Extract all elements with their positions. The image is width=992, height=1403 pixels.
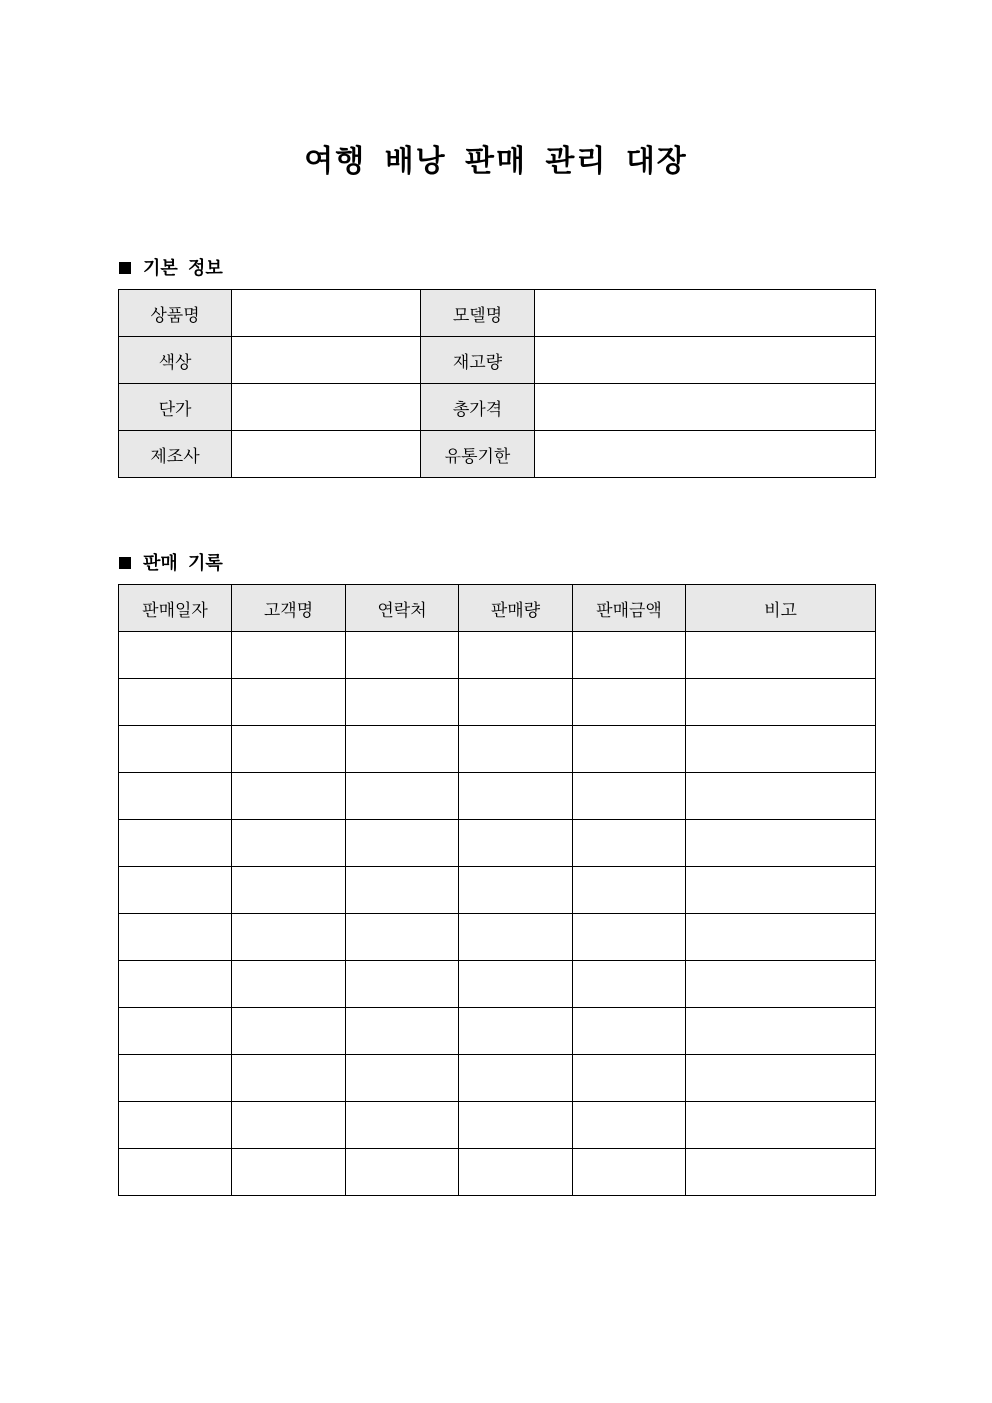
table-row xyxy=(119,914,876,961)
column-header: 판매일자 xyxy=(119,585,232,632)
table-cell[interactable] xyxy=(346,820,459,867)
table-cell[interactable] xyxy=(459,961,573,1008)
table-cell[interactable] xyxy=(232,1102,346,1149)
table-cell[interactable] xyxy=(573,914,686,961)
sales-record-heading xyxy=(119,549,223,575)
table-cell[interactable] xyxy=(232,726,346,773)
table-cell[interactable] xyxy=(346,773,459,820)
table-cell[interactable] xyxy=(573,632,686,679)
table-cell[interactable] xyxy=(346,914,459,961)
table-cell[interactable] xyxy=(686,679,876,726)
table-cell[interactable] xyxy=(232,1008,346,1055)
table-cell[interactable] xyxy=(346,679,459,726)
table-cell[interactable] xyxy=(119,820,232,867)
table-cell[interactable] xyxy=(573,1008,686,1055)
field-label: 총가격 xyxy=(421,384,535,431)
table-cell[interactable] xyxy=(119,773,232,820)
table-cell[interactable] xyxy=(459,820,573,867)
table-cell[interactable] xyxy=(346,1102,459,1149)
basic-info-row xyxy=(119,337,876,384)
table-cell[interactable] xyxy=(346,961,459,1008)
table-cell[interactable] xyxy=(459,1008,573,1055)
table-cell[interactable] xyxy=(686,867,876,914)
table-row xyxy=(119,773,876,820)
table-cell[interactable] xyxy=(686,1149,876,1196)
table-cell[interactable] xyxy=(119,1149,232,1196)
basic-info-row xyxy=(119,384,876,431)
table-cell[interactable] xyxy=(686,1055,876,1102)
table-cell[interactable] xyxy=(119,726,232,773)
table-row xyxy=(119,632,876,679)
table-cell[interactable] xyxy=(686,773,876,820)
table-cell[interactable] xyxy=(459,679,573,726)
column-header: 연락처 xyxy=(346,585,459,632)
field-label: 재고량 xyxy=(421,337,535,384)
basic-info-row xyxy=(119,290,876,337)
table-cell[interactable] xyxy=(346,726,459,773)
table-cell[interactable] xyxy=(573,773,686,820)
table-cell[interactable] xyxy=(686,1102,876,1149)
table-cell[interactable] xyxy=(232,1149,346,1196)
table-cell[interactable] xyxy=(119,867,232,914)
field-value[interactable] xyxy=(232,384,421,431)
table-cell[interactable] xyxy=(232,820,346,867)
table-cell[interactable] xyxy=(232,867,346,914)
field-label: 모델명 xyxy=(421,290,535,337)
table-cell[interactable] xyxy=(459,914,573,961)
table-row xyxy=(119,820,876,867)
sales-record-table xyxy=(118,584,876,1196)
table-cell[interactable] xyxy=(119,632,232,679)
column-header: 판매금액 xyxy=(573,585,686,632)
table-cell[interactable] xyxy=(232,1055,346,1102)
table-cell[interactable] xyxy=(119,1055,232,1102)
table-cell[interactable] xyxy=(459,1102,573,1149)
table-cell[interactable] xyxy=(573,961,686,1008)
field-label: 제조사 xyxy=(119,431,232,478)
table-cell[interactable] xyxy=(573,820,686,867)
field-value[interactable] xyxy=(535,384,876,431)
table-cell[interactable] xyxy=(119,1102,232,1149)
field-label: 색상 xyxy=(119,337,232,384)
column-header: 고객명 xyxy=(232,585,346,632)
table-cell[interactable] xyxy=(232,773,346,820)
table-cell[interactable] xyxy=(686,820,876,867)
sales-record-heading-text: 판매 기록 xyxy=(143,553,223,574)
table-cell[interactable] xyxy=(459,867,573,914)
table-cell[interactable] xyxy=(232,914,346,961)
field-label: 유통기한 xyxy=(421,431,535,478)
field-value[interactable] xyxy=(535,431,876,478)
table-cell[interactable] xyxy=(346,632,459,679)
table-cell[interactable] xyxy=(459,1149,573,1196)
basic-info-heading-text: 기본 정보 xyxy=(143,258,223,279)
field-value[interactable] xyxy=(535,337,876,384)
field-value[interactable] xyxy=(232,431,421,478)
table-cell[interactable] xyxy=(346,1149,459,1196)
field-value[interactable] xyxy=(232,337,421,384)
basic-info-heading xyxy=(119,254,223,280)
table-cell[interactable] xyxy=(119,1008,232,1055)
table-cell[interactable] xyxy=(573,1102,686,1149)
table-cell[interactable] xyxy=(686,961,876,1008)
table-row xyxy=(119,679,876,726)
document-title: 여행 배낭 판매 관리 대장 xyxy=(304,144,688,179)
table-cell[interactable] xyxy=(346,1055,459,1102)
table-row xyxy=(119,1102,876,1149)
table-cell[interactable] xyxy=(686,632,876,679)
field-value[interactable] xyxy=(232,290,421,337)
basic-info-table xyxy=(118,289,876,478)
table-row xyxy=(119,1149,876,1196)
table-cell[interactable] xyxy=(232,961,346,1008)
table-cell[interactable] xyxy=(573,1055,686,1102)
table-cell[interactable] xyxy=(119,914,232,961)
table-cell[interactable] xyxy=(459,773,573,820)
table-row xyxy=(119,726,876,773)
square-bullet-icon xyxy=(119,262,131,274)
table-cell[interactable] xyxy=(573,726,686,773)
sales-header-row xyxy=(119,585,876,632)
table-cell[interactable] xyxy=(573,1149,686,1196)
table-cell[interactable] xyxy=(573,679,686,726)
table-cell[interactable] xyxy=(459,1055,573,1102)
table-cell[interactable] xyxy=(686,726,876,773)
table-row xyxy=(119,1008,876,1055)
table-cell[interactable] xyxy=(232,632,346,679)
table-row xyxy=(119,961,876,1008)
table-row xyxy=(119,867,876,914)
table-cell[interactable] xyxy=(686,914,876,961)
field-label: 상품명 xyxy=(119,290,232,337)
table-cell[interactable] xyxy=(346,1008,459,1055)
table-cell[interactable] xyxy=(573,867,686,914)
table-cell[interactable] xyxy=(346,867,459,914)
field-label: 단가 xyxy=(119,384,232,431)
table-cell[interactable] xyxy=(686,1008,876,1055)
table-cell[interactable] xyxy=(119,679,232,726)
table-cell[interactable] xyxy=(459,726,573,773)
column-header: 비고 xyxy=(686,585,876,632)
table-cell[interactable] xyxy=(119,961,232,1008)
table-cell[interactable] xyxy=(232,679,346,726)
field-value[interactable] xyxy=(535,290,876,337)
table-cell[interactable] xyxy=(459,632,573,679)
square-bullet-icon xyxy=(119,557,131,569)
column-header: 판매량 xyxy=(459,585,573,632)
basic-info-row xyxy=(119,431,876,478)
table-row xyxy=(119,1055,876,1102)
